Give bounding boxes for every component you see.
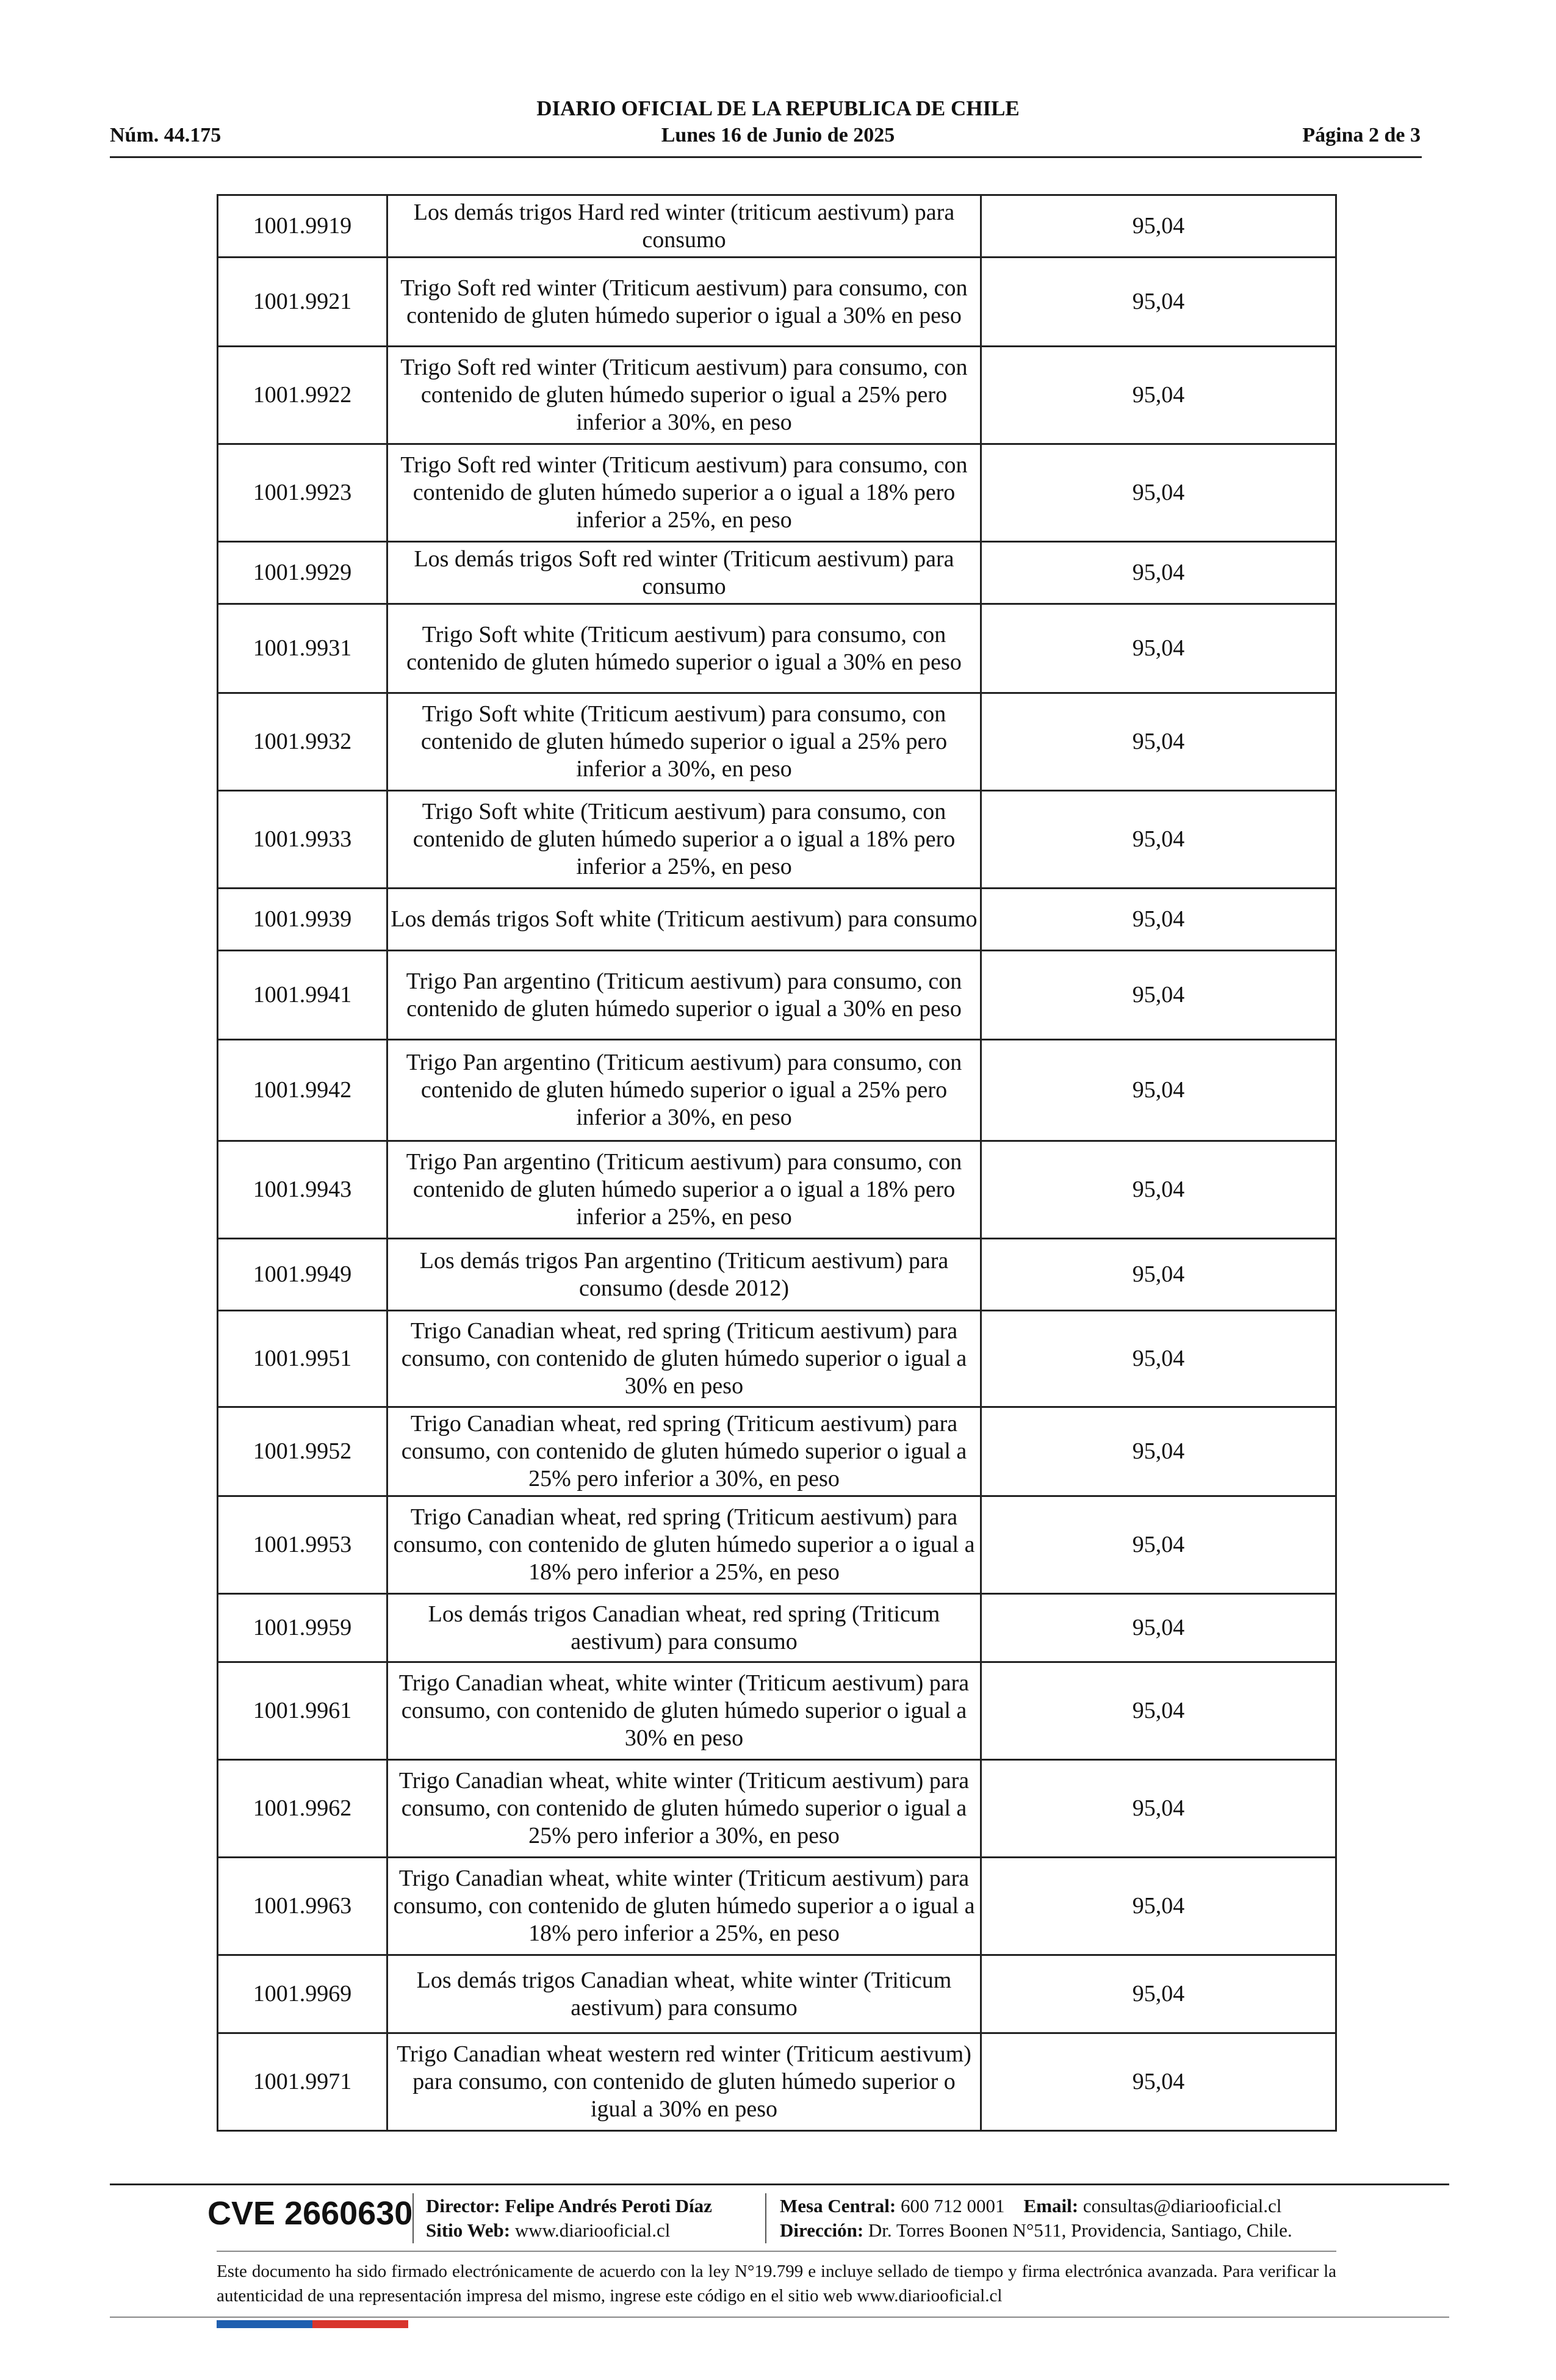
product-description: Trigo Soft white (Triticum aestivum) para consumo, con contenido de gluten húmedo superior o igual a 30% en peso bbox=[387, 604, 981, 693]
mesa-phone: 600 712 0001 bbox=[901, 2195, 1005, 2216]
table-row bbox=[218, 951, 1336, 1040]
table-row bbox=[218, 889, 1336, 951]
tariff-code: 1001.9943 bbox=[218, 1141, 387, 1239]
contact-line bbox=[780, 2195, 1281, 2217]
duty-value: 95,04 bbox=[981, 1662, 1336, 1760]
table-row bbox=[218, 1239, 1336, 1311]
product-description: Los demás trigos Canadian wheat, white winter (Triticum aestivum) para consumo bbox=[387, 1955, 981, 2033]
product-description: Trigo Pan argentino (Triticum aestivum) para consumo, con contenido de gluten húmedo superior o igual a 30% en peso bbox=[387, 951, 981, 1040]
issue-number: Núm. 44.175 bbox=[110, 124, 222, 146]
address-line bbox=[780, 2220, 1292, 2241]
product-description: Trigo Canadian wheat, red spring (Triticum aestivum) para consumo, con contenido de gluten húmedo superior o igual a 30% en peso bbox=[387, 1311, 981, 1407]
tariff-code: 1001.9959 bbox=[218, 1594, 387, 1662]
tariff-code: 1001.9952 bbox=[218, 1407, 387, 1496]
duty-value: 95,04 bbox=[981, 2033, 1336, 2131]
footer-inner-divider bbox=[217, 2251, 1336, 2252]
email-link[interactable]: consultas@diariooficial.cl bbox=[1082, 2195, 1282, 2216]
duty-value: 95,04 bbox=[981, 347, 1336, 444]
tariff-table bbox=[217, 194, 1337, 2132]
duty-value: 95,04 bbox=[981, 951, 1336, 1040]
website-link[interactable]: www.diariooficial.cl bbox=[514, 2220, 671, 2241]
table-row bbox=[218, 258, 1336, 347]
duty-value: 95,04 bbox=[981, 1040, 1336, 1141]
table-row bbox=[218, 1311, 1336, 1407]
product-description: Trigo Soft red winter (Triticum aestivum) para consumo, con contenido de gluten húmedo superior o igual a 25% pero inferior a 30%, en peso bbox=[387, 347, 981, 444]
director-line bbox=[426, 2195, 712, 2217]
tariff-code: 1001.9932 bbox=[218, 693, 387, 791]
duty-value: 95,04 bbox=[981, 1496, 1336, 1594]
cve-code: CVE 2660630 bbox=[207, 2195, 413, 2232]
director-label: Director: bbox=[426, 2195, 500, 2216]
product-description: Los demás trigos Canadian wheat, red spring (Triticum aestivum) para consumo bbox=[387, 1594, 981, 1662]
tariff-code: 1001.9969 bbox=[218, 1955, 387, 2033]
duty-value: 95,04 bbox=[981, 1760, 1336, 1858]
duty-value: 95,04 bbox=[981, 604, 1336, 693]
duty-value: 95,04 bbox=[981, 258, 1336, 347]
footer-bottom-divider bbox=[110, 2317, 1449, 2318]
publication-title: DIARIO OFICIAL DE LA REPUBLICA DE CHILE bbox=[536, 96, 1020, 120]
duty-value: 95,04 bbox=[981, 195, 1336, 258]
website-line bbox=[426, 2220, 670, 2241]
product-description: Trigo Canadian wheat, white winter (Triticum aestivum) para consumo, con contenido de gluten húmedo superior o igual a 25% pero inferior a 30%, en peso bbox=[387, 1760, 981, 1858]
product-description: Los demás trigos Pan argentino (Triticum aestivum) para consumo (desde 2012) bbox=[387, 1239, 981, 1311]
flag-blue-band bbox=[217, 2320, 312, 2328]
product-description: Los demás trigos Hard red winter (triticum aestivum) para consumo bbox=[387, 195, 981, 258]
table-row bbox=[218, 791, 1336, 889]
duty-value: 95,04 bbox=[981, 1858, 1336, 1955]
flag-stripe bbox=[217, 2320, 408, 2328]
duty-value: 95,04 bbox=[981, 1239, 1336, 1311]
product-description: Trigo Canadian wheat, white winter (Triticum aestivum) para consumo, con contenido de gluten húmedo superior o igual a 30% en peso bbox=[387, 1662, 981, 1760]
duty-value: 95,04 bbox=[981, 1141, 1336, 1239]
duty-value: 95,04 bbox=[981, 542, 1336, 604]
tariff-code: 1001.9942 bbox=[218, 1040, 387, 1141]
table-row bbox=[218, 2033, 1336, 2131]
product-description: Trigo Canadian wheat, red spring (Triticum aestivum) para consumo, con contenido de gluten húmedo superior o igual a 25% pero inferior a 30%, en peso bbox=[387, 1407, 981, 1496]
table-row bbox=[218, 542, 1336, 604]
address-label: Dirección: bbox=[780, 2220, 864, 2241]
product-description: Trigo Canadian wheat, red spring (Triticum aestivum) para consumo, con contenido de gluten húmedo superior a o igual a 18% pero inferior a 25%, en peso bbox=[387, 1496, 981, 1594]
table-row bbox=[218, 1496, 1336, 1594]
table-row bbox=[218, 1141, 1336, 1239]
table-row bbox=[218, 693, 1336, 791]
header-divider bbox=[110, 156, 1422, 158]
tariff-code: 1001.9963 bbox=[218, 1858, 387, 1955]
website-label: Sitio Web: bbox=[426, 2220, 511, 2241]
table-row bbox=[218, 1955, 1336, 2033]
table-row bbox=[218, 604, 1336, 693]
tariff-code: 1001.9922 bbox=[218, 347, 387, 444]
duty-value: 95,04 bbox=[981, 693, 1336, 791]
duty-value: 95,04 bbox=[981, 791, 1336, 889]
duty-value: 95,04 bbox=[981, 444, 1336, 542]
footer-divider bbox=[110, 2183, 1449, 2185]
product-description: Trigo Soft red winter (Triticum aestivum) para consumo, con contenido de gluten húmedo superior a o igual a 18% pero inferior a 25%, en peso bbox=[387, 444, 981, 542]
legal-notice: Este documento ha sido firmado electrónicamente de acuerdo con la ley N°19.799 e incluye sellado de tiempo y firma electrónica avanzada. Para verificar la autenticidad de una representación impresa del mismo, ingrese este código en el sitio web www.diariooficial.cl bbox=[217, 2262, 1336, 2306]
product-description: Los demás trigos Soft white (Triticum aestivum) para consumo bbox=[387, 889, 981, 951]
product-description: Trigo Soft red winter (Triticum aestivum) para consumo, con contenido de gluten húmedo superior o igual a 30% en peso bbox=[387, 258, 981, 347]
duty-value: 95,04 bbox=[981, 1594, 1336, 1662]
tariff-code: 1001.9962 bbox=[218, 1760, 387, 1858]
table-row bbox=[218, 444, 1336, 542]
tariff-code: 1001.9923 bbox=[218, 444, 387, 542]
mesa-label: Mesa Central: bbox=[780, 2195, 896, 2216]
tariff-code: 1001.9929 bbox=[218, 542, 387, 604]
director-name: Felipe Andrés Peroti Díaz bbox=[505, 2195, 712, 2216]
product-description: Trigo Soft white (Triticum aestivum) para consumo, con contenido de gluten húmedo superior a o igual a 18% pero inferior a 25%, en peso bbox=[387, 791, 981, 889]
footer-separator bbox=[412, 2193, 414, 2243]
product-description: Trigo Canadian wheat, white winter (Triticum aestivum) para consumo, con contenido de gluten húmedo superior a o igual a 18% pero inferior a 25%, en peso bbox=[387, 1858, 981, 1955]
tariff-code: 1001.9921 bbox=[218, 258, 387, 347]
tariff-code: 1001.9941 bbox=[218, 951, 387, 1040]
footer-separator bbox=[765, 2193, 766, 2243]
duty-value: 95,04 bbox=[981, 1311, 1336, 1407]
tariff-code: 1001.9951 bbox=[218, 1311, 387, 1407]
product-description: Trigo Pan argentino (Triticum aestivum) para consumo, con contenido de gluten húmedo superior o igual a 25% pero inferior a 30%, en peso bbox=[387, 1040, 981, 1141]
tariff-code: 1001.9939 bbox=[218, 889, 387, 951]
product-description: Trigo Soft white (Triticum aestivum) para consumo, con contenido de gluten húmedo superior o igual a 25% pero inferior a 30%, en peso bbox=[387, 693, 981, 791]
table-row bbox=[218, 195, 1336, 258]
product-description: Trigo Pan argentino (Triticum aestivum) para consumo, con contenido de gluten húmedo superior a o igual a 18% pero inferior a 25%, en peso bbox=[387, 1141, 981, 1239]
table-row bbox=[218, 1858, 1336, 1955]
address-value: Dr. Torres Boonen N°511, Providencia, Santiago, Chile. bbox=[868, 2220, 1292, 2241]
table-row bbox=[218, 1594, 1336, 1662]
table-row bbox=[218, 1040, 1336, 1141]
table-row bbox=[218, 347, 1336, 444]
table-row bbox=[218, 1407, 1336, 1496]
issue-date: Lunes 16 de Junio de 2025 bbox=[661, 124, 895, 146]
table-row bbox=[218, 1662, 1336, 1760]
tariff-code: 1001.9933 bbox=[218, 791, 387, 889]
tariff-code: 1001.9953 bbox=[218, 1496, 387, 1594]
tariff-code: 1001.9971 bbox=[218, 2033, 387, 2131]
table-row bbox=[218, 1760, 1336, 1858]
tariff-code: 1001.9919 bbox=[218, 195, 387, 258]
duty-value: 95,04 bbox=[981, 1407, 1336, 1496]
flag-red-band bbox=[312, 2320, 408, 2328]
product-description: Los demás trigos Soft red winter (Triticum aestivum) para consumo bbox=[387, 542, 981, 604]
email-label: Email: bbox=[1023, 2195, 1079, 2216]
tariff-code: 1001.9931 bbox=[218, 604, 387, 693]
duty-value: 95,04 bbox=[981, 1955, 1336, 2033]
tariff-code: 1001.9949 bbox=[218, 1239, 387, 1311]
product-description: Trigo Canadian wheat western red winter (Triticum aestivum) para consumo, con contenido de gluten húmedo superior o igual a 30% en peso bbox=[387, 2033, 981, 2131]
duty-value: 95,04 bbox=[981, 889, 1336, 951]
tariff-code: 1001.9961 bbox=[218, 1662, 387, 1760]
page-number: Página 2 de 3 bbox=[1302, 124, 1421, 146]
